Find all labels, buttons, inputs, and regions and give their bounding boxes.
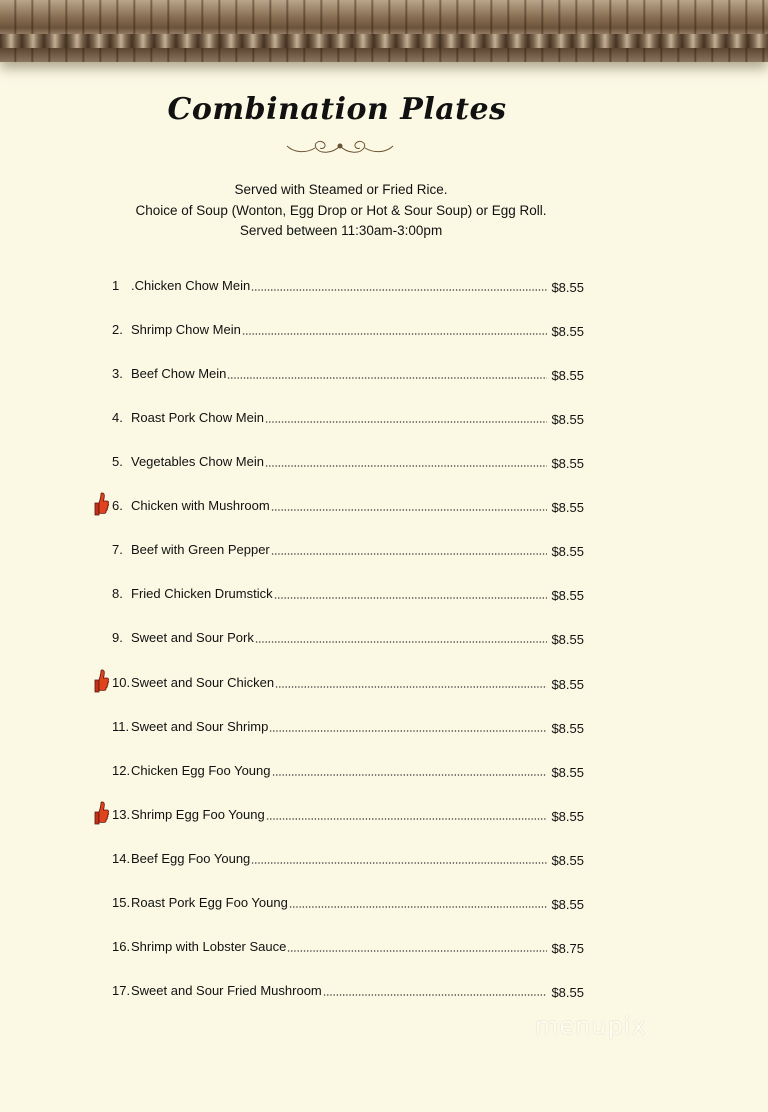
menu-item-price: $8.55 <box>551 984 584 1000</box>
menu-item <box>112 276 584 296</box>
menu-item <box>112 628 584 648</box>
menu-item-name: Beef Chow Mein <box>131 366 227 382</box>
menu-item-price: $8.55 <box>551 852 584 868</box>
leader-dots <box>269 730 547 732</box>
menu-item <box>112 717 584 737</box>
leader-dots <box>323 994 547 996</box>
menu-item <box>112 673 584 693</box>
menu-item-name: Shrimp Egg Foo Young <box>131 806 265 822</box>
menu-item <box>112 320 584 340</box>
menu-item-price: $8.55 <box>551 588 584 604</box>
leader-dots <box>251 862 547 864</box>
menu-item-name: Shrimp Chow Mein <box>131 322 241 338</box>
menu-item-price: $8.55 <box>551 808 584 824</box>
menu-item <box>112 849 584 869</box>
menu-item-name: Beef with Green Pepper <box>131 542 270 558</box>
menu-item-number: 12. <box>112 762 131 778</box>
menu-item-name: Roast Pork Egg Foo Young <box>131 894 288 910</box>
menu-item-name: Beef Egg Foo Young <box>131 850 251 866</box>
menu-item-price: $8.55 <box>551 412 584 428</box>
menu-item-number: 1 <box>112 278 120 293</box>
menu-item-price: $8.55 <box>551 280 584 295</box>
thumbs-up-icon <box>91 669 109 693</box>
menu-item-number: 10. <box>112 674 131 690</box>
menu-item-price: $8.55 <box>551 500 584 516</box>
menu-item-price: $8.55 <box>551 764 584 780</box>
thumbs-up-icon <box>91 801 109 825</box>
menu-item <box>112 893 584 913</box>
leader-dots <box>227 377 547 379</box>
menu-item-number: 13. <box>112 806 131 822</box>
leader-dots <box>266 818 547 820</box>
menu-item-price: $8.55 <box>551 632 584 648</box>
menu-item <box>112 937 584 957</box>
menu-item-name: Sweet and Sour Fried Mushroom <box>131 982 322 998</box>
menu-item-price: $8.55 <box>551 896 584 912</box>
menu-item-name: Sweet and Sour Chicken <box>131 674 275 690</box>
menu-item-name: Chicken with Mushroom <box>131 498 270 514</box>
menu-item-number: 7. <box>112 542 123 558</box>
menu-item-number: 17. <box>112 982 131 998</box>
page-title: Combination Plates <box>167 92 507 127</box>
leader-dots <box>255 641 547 643</box>
intro-text <box>0 180 682 242</box>
roof-tile-banner <box>0 0 768 62</box>
menu-item-name: Shrimp with Lobster Sauce <box>131 938 287 954</box>
leader-dots <box>274 597 547 599</box>
menu-item-number: 14. <box>112 850 131 866</box>
leader-dots <box>272 774 547 776</box>
menu-item <box>112 805 584 825</box>
menu-item-number: 9. <box>112 630 123 646</box>
menu-item-name: Vegetables Chow Mein <box>131 454 264 470</box>
menu-item-price: $8.55 <box>551 456 584 472</box>
menu-item-price: $8.55 <box>551 368 584 384</box>
menu-item-price: $8.55 <box>551 720 584 736</box>
menu-item-name: Sweet and Sour Shrimp <box>131 718 269 734</box>
menu-item-number: 11. <box>112 718 130 734</box>
menu-item <box>112 981 584 1001</box>
leader-dots <box>271 509 547 511</box>
menu-item-name: Chicken Egg Foo Young <box>131 762 271 778</box>
menu-item-name: Sweet and Sour Pork <box>131 630 254 646</box>
menu-item-name: Fried Chicken Drumstick <box>131 586 273 602</box>
leader-dots <box>265 465 547 467</box>
thumbs-up-icon <box>91 492 109 516</box>
menu-item-name: .Chicken Chow Mein <box>131 278 251 293</box>
menu-item-price: $8.55 <box>551 676 584 692</box>
leader-dots <box>265 421 547 423</box>
menu-item-price: $8.55 <box>551 544 584 560</box>
menu-item-number: 4. <box>112 410 123 426</box>
menu-item <box>112 408 584 428</box>
leader-dots <box>275 686 547 688</box>
menu-item-number: 8. <box>112 586 123 602</box>
roof-tile-edge <box>0 34 768 48</box>
title-ornament-divider <box>165 134 515 160</box>
leader-dots <box>287 950 547 952</box>
menu-item-number: 3. <box>112 366 123 382</box>
leader-dots <box>271 553 547 555</box>
menu-item <box>112 452 584 472</box>
intro-line-soup: Choice of Soup (Wonton, Egg Drop or Hot & Sour Soup) or Egg Roll. <box>135 202 547 218</box>
leader-dots <box>251 289 547 291</box>
menu-item <box>112 364 584 384</box>
menu-item-name: Roast Pork Chow Mein <box>131 410 264 426</box>
menu-item-number: 5. <box>112 454 123 470</box>
menu-item <box>112 584 584 604</box>
watermark: menupix <box>535 1012 647 1040</box>
leader-dots <box>242 333 547 335</box>
leader-dots <box>289 906 547 908</box>
menu-item <box>112 540 584 560</box>
menu-item-price: $8.75 <box>551 940 584 956</box>
intro-line-hours: Served between 11:30am-3:00pm <box>239 223 443 238</box>
menu-item-number: 6. <box>112 498 123 514</box>
menu-item <box>112 761 584 781</box>
intro-line-rice: Served with Steamed or Fried Rice. <box>234 182 448 197</box>
menu-item <box>112 496 584 516</box>
menu-item-number: 15. <box>112 894 131 910</box>
menu-item-price: $8.55 <box>551 324 584 340</box>
menu-item-number: 16. <box>112 938 131 954</box>
menu-item-number: 2. <box>112 322 123 338</box>
